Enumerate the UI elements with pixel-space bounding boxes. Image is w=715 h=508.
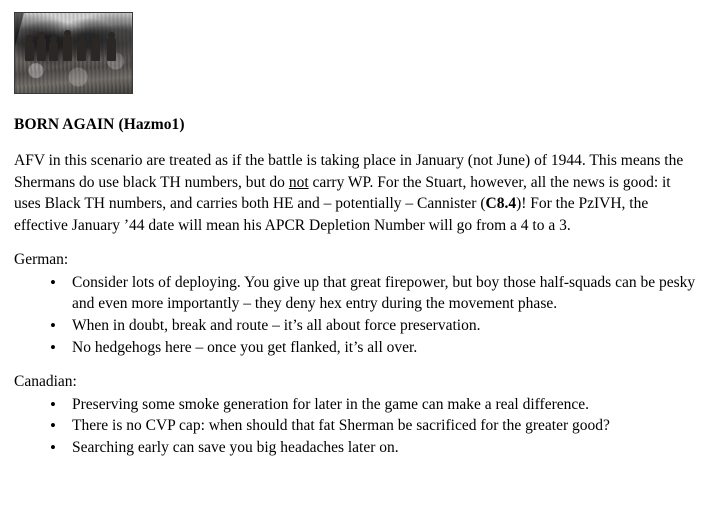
intro-not-emphasis: not xyxy=(288,173,309,191)
photo-figures xyxy=(15,24,132,61)
intro-text-part3: )! For the PzIVH, the effective January ’44 date will mean his APCR Depletion Number will go from a 4 to a 3. xyxy=(14,195,649,235)
section-label-german: German: xyxy=(14,250,69,268)
page-title: BORN AGAIN (Hazmo1) xyxy=(14,116,185,133)
intro-text-part1: AFV in this scenario are treated as if the battle is taking place in January (not June) of 1944. This means the Shermans do use black TH numbers, but do xyxy=(14,152,684,191)
list-item: • When in doubt, break and route – it’s all about force preservation. xyxy=(50,315,701,337)
intro-text-part2: carry WP. For the Stuart, however, all the news is good: it uses Black TH numbers, and carries both HE and – potentially – Cannister ( xyxy=(14,173,671,213)
list-item: • Searching early can save you big headaches later on. xyxy=(50,437,701,459)
intro-paragraph xyxy=(14,150,701,237)
list-item: • Consider lots of deploying. You give up that great firepower, but boy those half-squads can be pesky and even more importantly – they deny hex entry during the movement phase. xyxy=(50,272,701,315)
section-label-canadian: Canadian: xyxy=(14,372,77,390)
list-item: • No hedgehogs here – once you get flanked, it’s all over. xyxy=(50,337,701,359)
list-item: • There is no CVP cap: when should that fat Sherman be sacrificed for the greater good? xyxy=(50,415,701,437)
canadian-tips-list xyxy=(14,394,701,459)
list-item: • Preserving some smoke generation for later in the game can make a real difference. xyxy=(50,394,701,416)
intro-rule-reference: C8.4 xyxy=(485,195,517,213)
german-tips-list xyxy=(14,272,701,359)
scenario-photo xyxy=(14,12,133,94)
